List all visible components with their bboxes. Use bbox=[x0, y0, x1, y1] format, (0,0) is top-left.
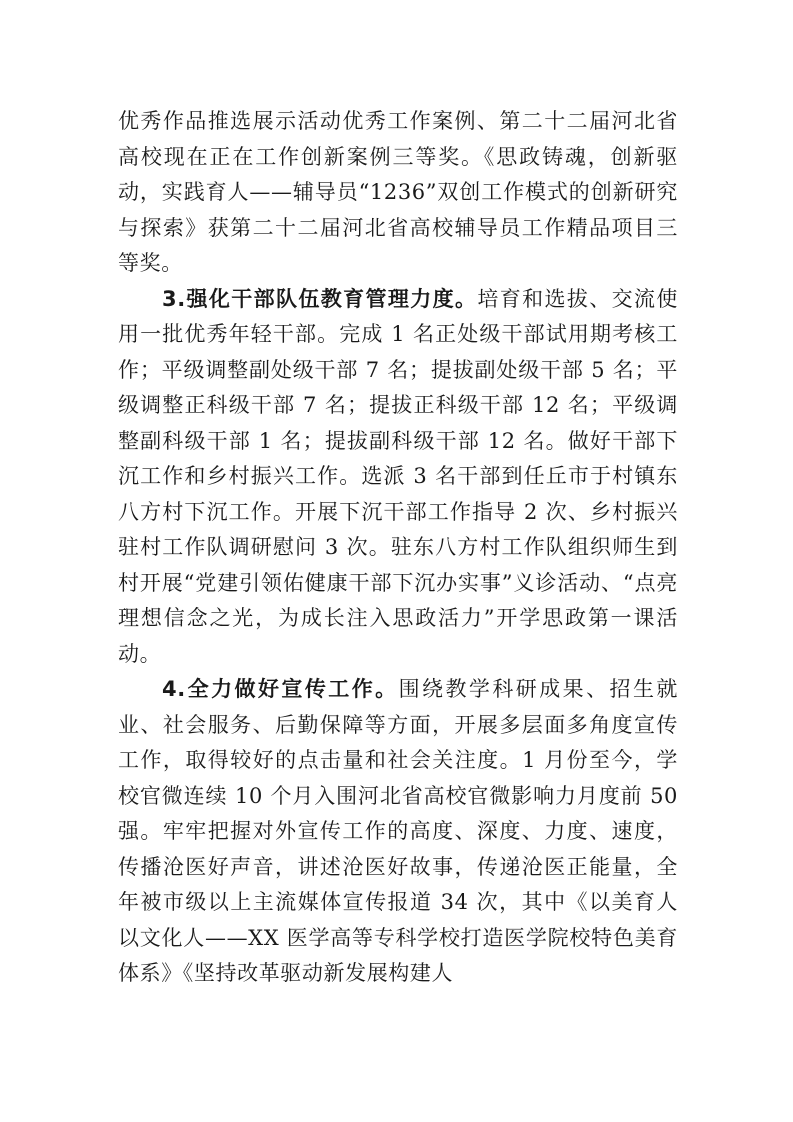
paragraph-text: 培育和选拔、交流使用一批优秀年轻干部。完成 1 名正处级干部试用期考核工作；平级调整副处级干部 7 名；提拔副处级干部 5 名；平级调整正科级干部 7 名；提拔正科级干部 12 名；平级调整副科级干部 1 名；提拔副科级干部 12 名。做好干部下沉工作和乡村振兴工作。选派 3 名干部到任丘市于村镇东八方村下沉工作。开展下沉干部工作指导 2 次、乡村振兴驻村工作队调研慰问 3 次。驻东八方村工作队组织师生到村开展“党建引领佑健康干部下沉办实事”义诊活动、“点亮理想信念之光，为成长注入思政活力”开学思政第一课活动。 bbox=[118, 286, 678, 666]
paragraph-heading: 3.强化干部队伍教育管理力度。 bbox=[162, 286, 478, 311]
paragraph-publicity bbox=[118, 672, 678, 992]
paragraph-heading: 4.全力做好宣传工作。 bbox=[162, 677, 399, 701]
paragraph-text: 围绕教学科研成果、招生就业、社会服务、后勤保障等方面，开展多层面多角度宣传工作，取得较好的点击量和社会关注度。1 月份至今，学校官微连续 10 个月入围河北省高校官微影响力月度前 50 强。牢牢把握对外宣传工作的高度、深度、力度、速度，传播沧医好声音，讲述沧医好故事，传递沧医正能量，全年被市级以上主流媒体宣传报道 34 次，其中《以美育人以文化人——XX 医学高等专科学校打造医学院校特色美育体系》《坚持改革驱动新发展构建人 bbox=[118, 677, 678, 985]
paragraph-cadre-management bbox=[118, 282, 678, 673]
paragraph-awards bbox=[118, 104, 678, 282]
document-body bbox=[118, 104, 678, 992]
paragraph-text: 优秀作品推选展示活动优秀工作案例、第二十二届河北省高校现在正在工作创新案例三等奖。《思政铸魂，创新驱动，实践育人——辅导员“1236”双创工作模式的创新研究与探索》获第二十二届河北省高校辅导员工作精品项目三等奖。 bbox=[118, 109, 678, 275]
